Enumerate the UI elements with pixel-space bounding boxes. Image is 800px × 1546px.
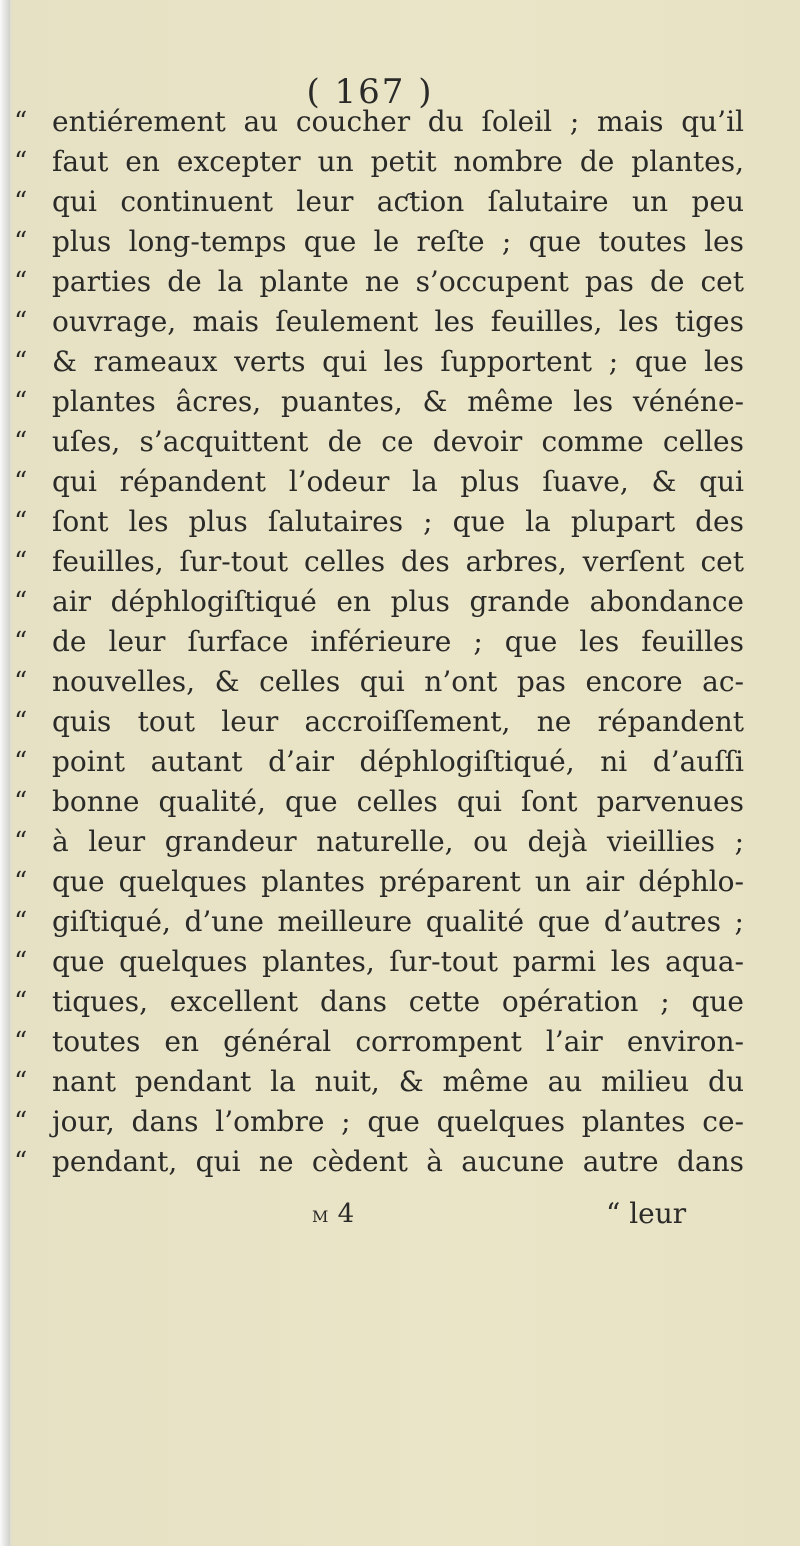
text-line <box>14 862 744 902</box>
text-line <box>14 222 744 262</box>
quote-mark: “ <box>14 1107 28 1137</box>
catchword: “ leur <box>606 1197 687 1230</box>
body-text <box>14 102 744 1182</box>
line-text: & rameaux verts qui les ſupportent ; que les <box>52 345 744 378</box>
line-text: uſes, s’acquittent de ce devoir comme celles <box>52 425 744 458</box>
line-text: bonne qualité, que celles qui ſont parvenues <box>52 785 744 818</box>
page-footer <box>0 1194 800 1234</box>
text-line <box>14 582 744 622</box>
quote-mark: “ <box>14 787 28 817</box>
line-text: toutes en général corrompent l’air environ- <box>52 1025 744 1058</box>
text-line <box>14 422 744 462</box>
text-line <box>14 822 744 862</box>
text-line <box>14 662 744 702</box>
line-text: air déphlogiſtiqué en plus grande abondance <box>52 585 744 618</box>
line-text: quis tout leur accroiſſement, ne répandent <box>52 705 744 738</box>
text-line <box>14 622 744 662</box>
text-line <box>14 382 744 422</box>
page-number: ( 167 ) <box>306 72 434 112</box>
text-line <box>14 462 744 502</box>
text-line <box>14 1142 744 1182</box>
line-text: faut en excepter un petit nombre de plantes, <box>52 145 744 178</box>
quote-mark: “ <box>14 867 28 897</box>
quote-mark: “ <box>14 107 28 137</box>
quote-mark: “ <box>14 347 28 377</box>
line-text: parties de la plante ne s’occupent pas de cet <box>52 265 744 298</box>
quote-mark: “ <box>14 187 28 217</box>
binding-gutter <box>0 0 10 1546</box>
quote-mark: “ <box>14 227 28 257</box>
quote-mark: “ <box>14 1027 28 1057</box>
quote-mark: “ <box>14 307 28 337</box>
quote-mark: “ <box>14 507 28 537</box>
text-line <box>14 542 744 582</box>
line-text: nouvelles, & celles qui n’ont pas encore ac- <box>52 665 744 698</box>
text-line <box>14 302 744 342</box>
quote-mark: “ <box>14 1147 28 1177</box>
line-text: plantes âcres, puantes, & même les vénéne- <box>52 385 744 418</box>
text-line <box>14 942 744 982</box>
text-line <box>14 782 744 822</box>
line-text: pendant, qui ne cèdent à aucune autre dans <box>52 1145 744 1178</box>
quote-mark: “ <box>14 707 28 737</box>
line-text: entiérement au coucher du ſoleil ; mais qu’il <box>52 105 744 138</box>
text-line <box>14 1062 744 1102</box>
line-text: feuilles, ſur-tout celles des arbres, verſent cet <box>52 545 744 578</box>
quote-mark: “ <box>14 627 28 657</box>
quote-mark: “ <box>14 587 28 617</box>
text-line <box>14 502 744 542</box>
line-text: de leur ſurface inférieure ; que les feuilles <box>52 625 744 658</box>
text-line <box>14 342 744 382</box>
text-line <box>14 182 744 222</box>
text-line <box>14 702 744 742</box>
line-text: jour, dans l’ombre ; que quelques plantes ce- <box>52 1105 744 1138</box>
quote-mark: “ <box>14 667 28 697</box>
quote-mark: “ <box>14 147 28 177</box>
line-text: que quelques plantes préparent un air déphlo- <box>52 865 744 898</box>
quote-mark: “ <box>14 947 28 977</box>
line-text: ouvrage, mais ſeulement les feuilles, les tiges <box>52 305 744 338</box>
signature-letter: M <box>312 1207 330 1226</box>
quote-mark: “ <box>14 1067 28 1097</box>
quote-mark: “ <box>14 547 28 577</box>
line-text: nant pendant la nuit, & même au milieu du <box>52 1065 744 1098</box>
quote-mark: “ <box>14 987 28 1017</box>
text-line <box>14 262 744 302</box>
line-text: qui continuent leur aƈtion ſalutaire un peu <box>52 185 744 218</box>
signature-mark <box>312 1194 354 1237</box>
line-text: ſont les plus ſalutaires ; que la plupart des <box>52 505 744 538</box>
text-line <box>14 1102 744 1142</box>
text-line <box>14 982 744 1022</box>
quote-mark: “ <box>14 827 28 857</box>
text-line <box>14 142 744 182</box>
line-text: à leur grandeur naturelle, ou dejà vieillies ; <box>52 825 744 858</box>
quote-mark: “ <box>14 467 28 497</box>
line-text: que quelques plantes, ſur-tout parmi les aqua- <box>52 945 744 978</box>
quote-mark: “ <box>14 387 28 417</box>
text-line <box>14 102 744 142</box>
line-text: giſtiqué, d’une meilleure qualité que d’autres ; <box>52 905 744 938</box>
quote-mark: “ <box>14 907 28 937</box>
line-text: point autant d’air déphlogiſtiqué, ni d’auſſi <box>52 745 744 778</box>
quote-mark: “ <box>14 267 28 297</box>
text-line <box>14 902 744 942</box>
quote-mark: “ <box>14 427 28 457</box>
text-line <box>14 1022 744 1062</box>
line-text: qui répandent l’odeur la plus ſuave, & qui <box>52 465 744 498</box>
signature-number: 4 <box>337 1199 355 1229</box>
text-line <box>14 742 744 782</box>
quote-mark: “ <box>14 747 28 777</box>
line-text: plus long-temps que le reſte ; que toutes les <box>52 225 744 258</box>
line-text: tiques, excellent dans cette opération ; que <box>52 985 744 1018</box>
